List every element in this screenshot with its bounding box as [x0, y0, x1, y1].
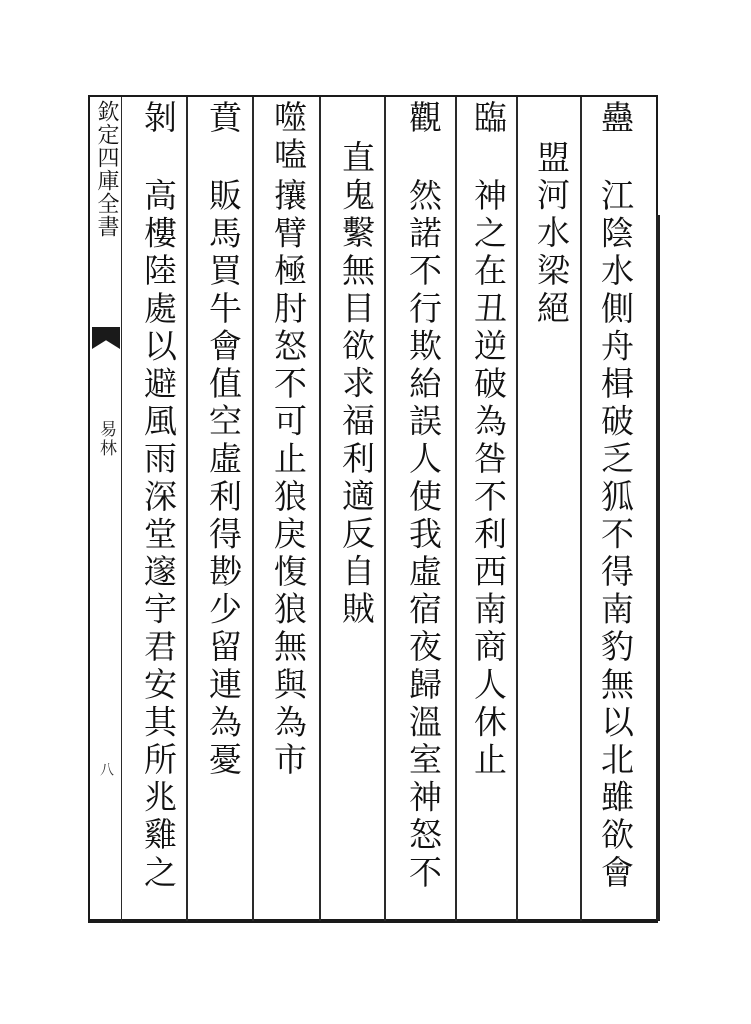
- column-rule: [252, 97, 254, 921]
- verse-text: 然諾不行欺紿誤人使我虛宿夜歸溫室神怒不: [404, 178, 443, 893]
- column-rule: [580, 97, 582, 921]
- collection-title: 欽定四庫全書: [94, 100, 119, 238]
- hexagram-heading: 臨: [469, 100, 508, 137]
- verse-text: 販馬買牛會值空虛利得尠少留連為憂: [204, 178, 243, 780]
- column-rule: [384, 97, 386, 921]
- page-edge-shadow: [656, 215, 660, 920]
- hexagram-heading: 蠱: [596, 100, 635, 137]
- hexagram-heading: 觀: [404, 100, 443, 137]
- verse-text: 攘臂極肘怒不可止狼戾愎狼無與為市: [269, 178, 308, 780]
- verse-text: 江陰水側舟楫破乏狐不得南豹無以北雖欲會: [596, 178, 635, 893]
- page-number: 八: [98, 762, 114, 777]
- hexagram-heading: 賁: [204, 100, 243, 137]
- column-rule: [319, 97, 321, 921]
- verse-text: 直鬼繫無目欲求福利適反自賊: [337, 140, 376, 629]
- column-rule: [516, 97, 518, 921]
- verse-text: 神之在丑逆破為咎不利西南商人休止: [469, 178, 508, 780]
- column-rule: [455, 97, 457, 921]
- verse-text: 盟河水梁絕: [532, 140, 571, 328]
- book-title: 易林: [96, 420, 116, 458]
- hexagram-heading: 噬嗑: [269, 100, 308, 174]
- verse-text: 高樓陸處以避風雨深堂邃宇君安其所兆雞之: [139, 178, 178, 893]
- column-rule: [186, 97, 188, 921]
- frame-bottom-rule: [88, 919, 660, 921]
- hexagram-heading: 剝: [139, 100, 178, 137]
